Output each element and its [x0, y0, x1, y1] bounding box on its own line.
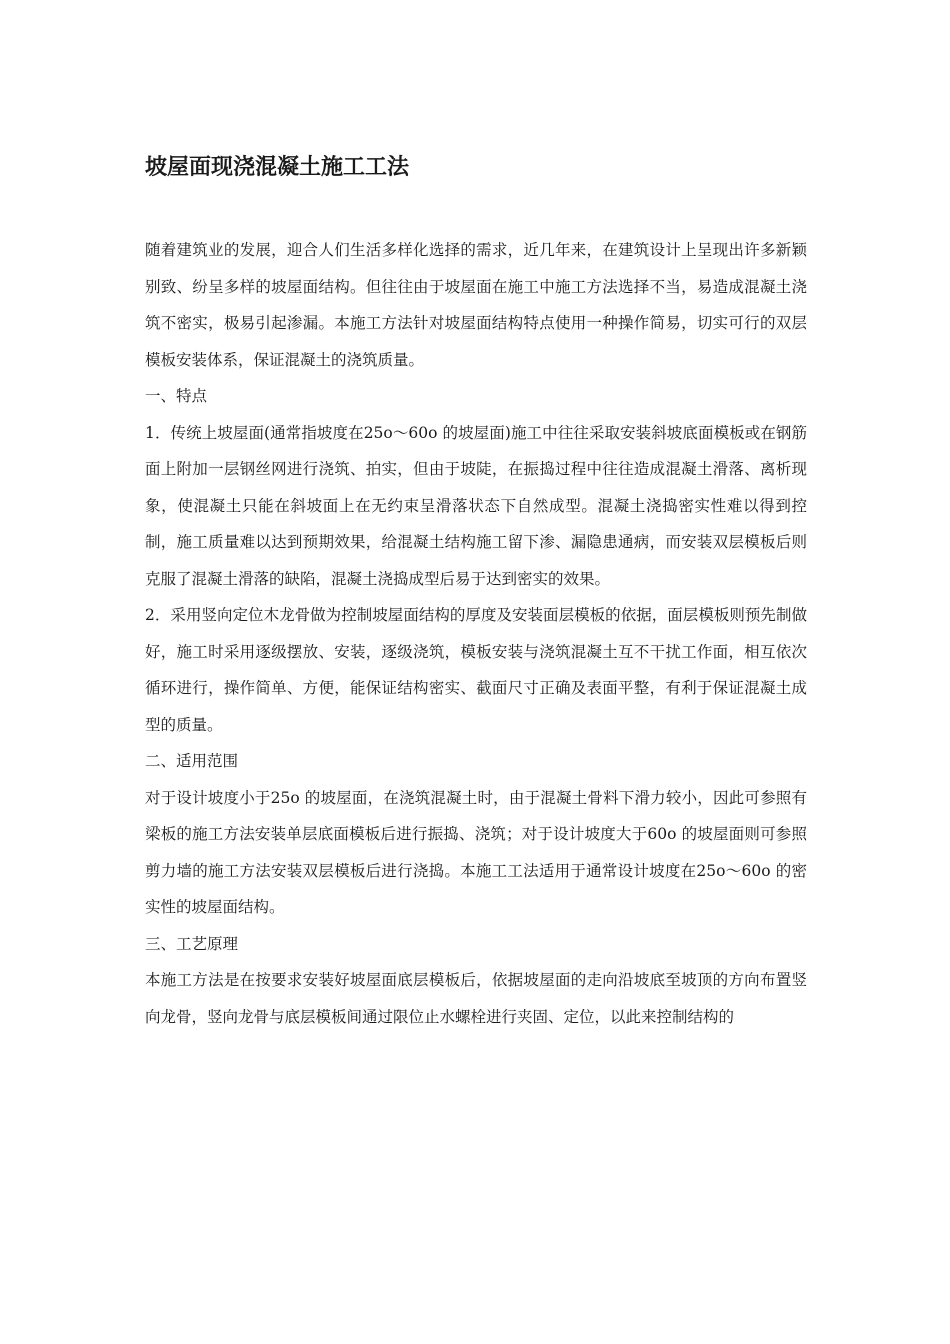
section-heading-features: 一、特点: [145, 387, 208, 405]
intro-paragraph: 随着建筑业的发展，迎合人们生活多样化选择的需求，近几年来，在建筑设计上呈现出许多新颖别致、纷呈多样的坡屋面结构。但往往由于坡屋面在施工中施工方法选择不当，易造成混凝土浇筑不密实，极易引起渗漏。本施工方法针对坡屋面结构特点使用一种操作简易，切实可行的双层模板安装体系，保证混凝土的浇筑质量。: [145, 241, 807, 369]
section-heading-principle: 三、工艺原理: [145, 934, 239, 953]
document-body: [145, 232, 807, 1035]
features-paragraph-2: 2．采用竖向定位木龙骨做为控制坡屋面结构的厚度及安装面层模板的依据，面层模板则预先制做好，施工时采用逐级摆放、安装，逐级浇筑，模板安装与浇筑混凝土互不干扰工作面，相互依次循环进行，操作简单、方便，能保证结构密实、截面尺寸正确及表面平整，有利于保证混凝土成型的质量。: [145, 606, 807, 734]
document-title: 坡屋面现浇混凝土施工工法: [145, 155, 410, 180]
principle-paragraph: 本施工方法是在按要求安装好坡屋面底层模板后，依据坡屋面的走向沿坡底至坡顶的方向布置竖向龙骨，竖向龙骨与底层模板间通过限位止水螺栓进行夹固、定位，以此来控制结构的: [145, 971, 807, 1026]
scope-paragraph: 对于设计坡度小于25o 的坡屋面，在浇筑混凝土时，由于混凝土骨料下滑力较小，因此可参照有梁板的施工方法安装单层底面模板后进行振捣、浇筑；对于设计坡度大于60o 的坡屋面则可参照剪力墙的施工方法安装双层模板后进行浇捣。本施工工法适用于通常设计坡度在25o～60o 的密实性的坡屋面结构。: [145, 788, 807, 916]
section-heading-scope: 二、适用范围: [145, 752, 239, 770]
features-paragraph-1: 1．传统上坡屋面(通常指坡度在25o～60o 的坡屋面)施工中往往采取安装斜坡底面模板或在钢筋面上附加一层钢丝网进行浇筑、拍实，但由于坡陡，在振捣过程中往往造成混凝土滑落、离析现象，使混凝土只能在斜坡面上在无约束呈滑落状态下自然成型。混凝土浇捣密实性难以得到控制，施工质量难以达到预期效果，给混凝土结构施工留下渗、漏隐患通病，而安装双层模板后则克服了混凝土滑落的缺陷，混凝土浇捣成型后易于达到密实的效果。: [145, 423, 807, 588]
